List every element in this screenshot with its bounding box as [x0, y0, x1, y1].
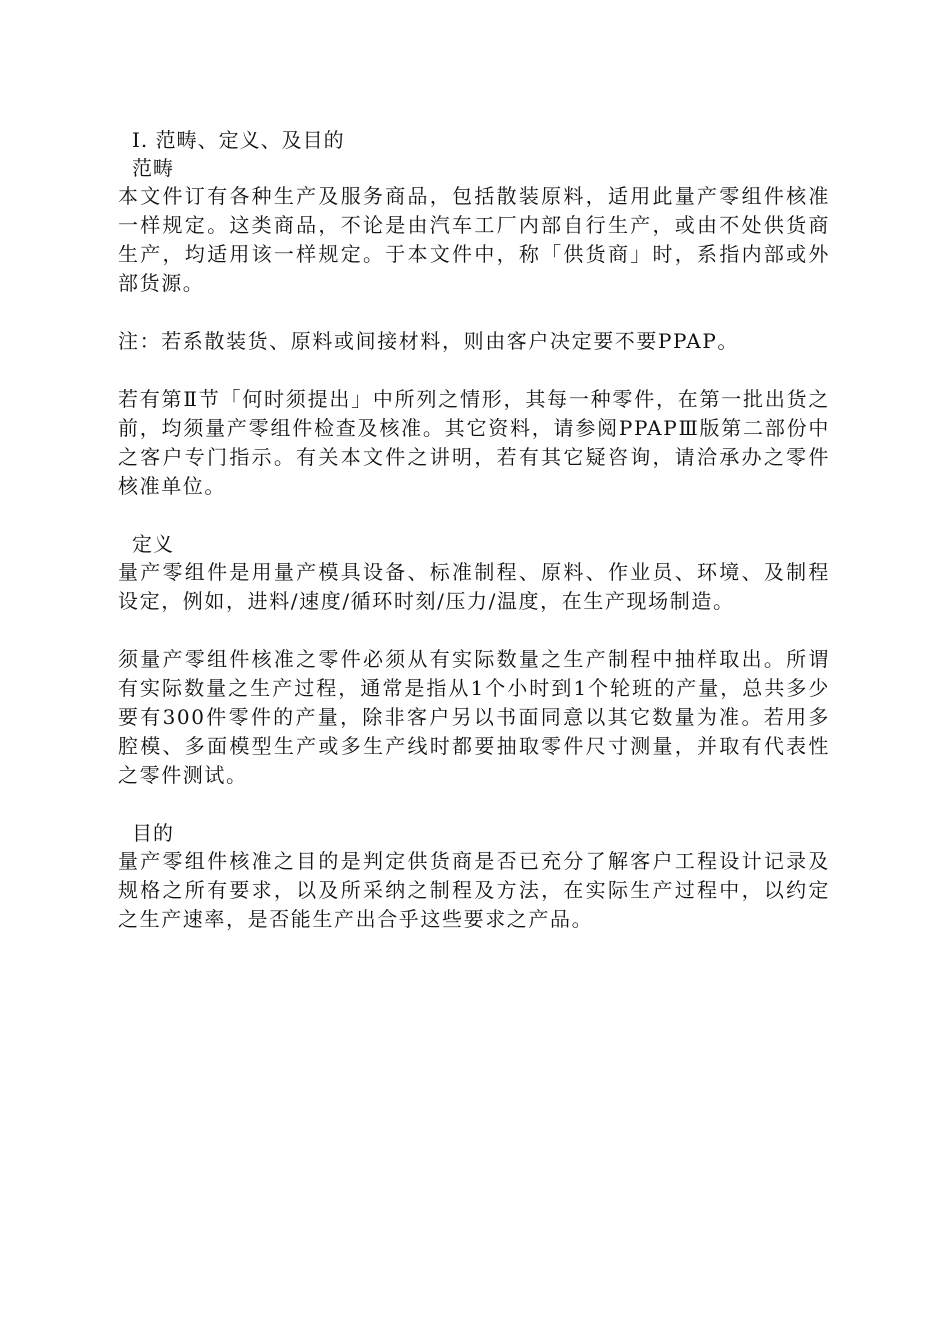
- paragraph-purpose-1: 量产零组件核准之目的是判定供货商是否已充分了解客户工程设计记录及规格之所有要求，以及所采纳之制程及方法，在实际生产过程中，以约定之生产速率，是否能生产出合乎这些要求之产品。: [118, 849, 830, 931]
- section-title-purpose: 目的: [132, 821, 174, 845]
- document-heading: I. 范畴、定义、及目的: [132, 128, 345, 152]
- paragraph-scope-1: 本文件订有各种生产及服务商品，包括散装原料，适用此量产零组件核准一样规定。这类商品，不论是由汽车工厂内部自行生产，或由不处供货商生产，均适用该一样规定。于本文件中，称「供货商」时，系指内部或外部货源。: [118, 184, 830, 295]
- document-page: [118, 126, 830, 934]
- paragraph-spacer: [118, 790, 830, 819]
- paragraph-spacer: [118, 501, 830, 530]
- paragraph-spacer: [118, 298, 830, 327]
- paragraph-scope-2: 若有第Ⅱ节「何时须提出」中所列之情形，其每一种零件，在第一批出货之前，均须量产零组件检查及核准。其它资料，请参阅PPAPⅢ版第二部份中之客户专门指示。有关本文件之讲明，若有其它疑咨询，请洽承办之零件核准单位。: [118, 387, 830, 498]
- section-title-definition: 定义: [132, 532, 174, 556]
- paragraph-scope-note: 注：若系散装货、原料或间接材料，则由客户决定要不要PPAP。: [118, 329, 739, 353]
- paragraph-definition-2: 须量产零组件核准之零件必须从有实际数量之生产制程中抽样取出。所谓有实际数量之生产过程，通常是指从1个小时到1个轮班的产量，总共多少要有300件零件的产量，除非客户另以书面同意以其它数量为准。若用多腔模、多面模型生产或多生产线时都要抽取零件尺寸测量，并取有代表性之零件测试。: [118, 647, 830, 787]
- paragraph-spacer: [118, 616, 830, 645]
- paragraph-definition-1: 量产零组件是用量产模具设备、标准制程、原料、作业员、环境、及制程设定，例如，进料/速度/循环时刻/压力/温度，在生产现场制造。: [118, 560, 830, 613]
- paragraph-spacer: [118, 356, 830, 385]
- section-title-scope: 范畴: [132, 156, 174, 180]
